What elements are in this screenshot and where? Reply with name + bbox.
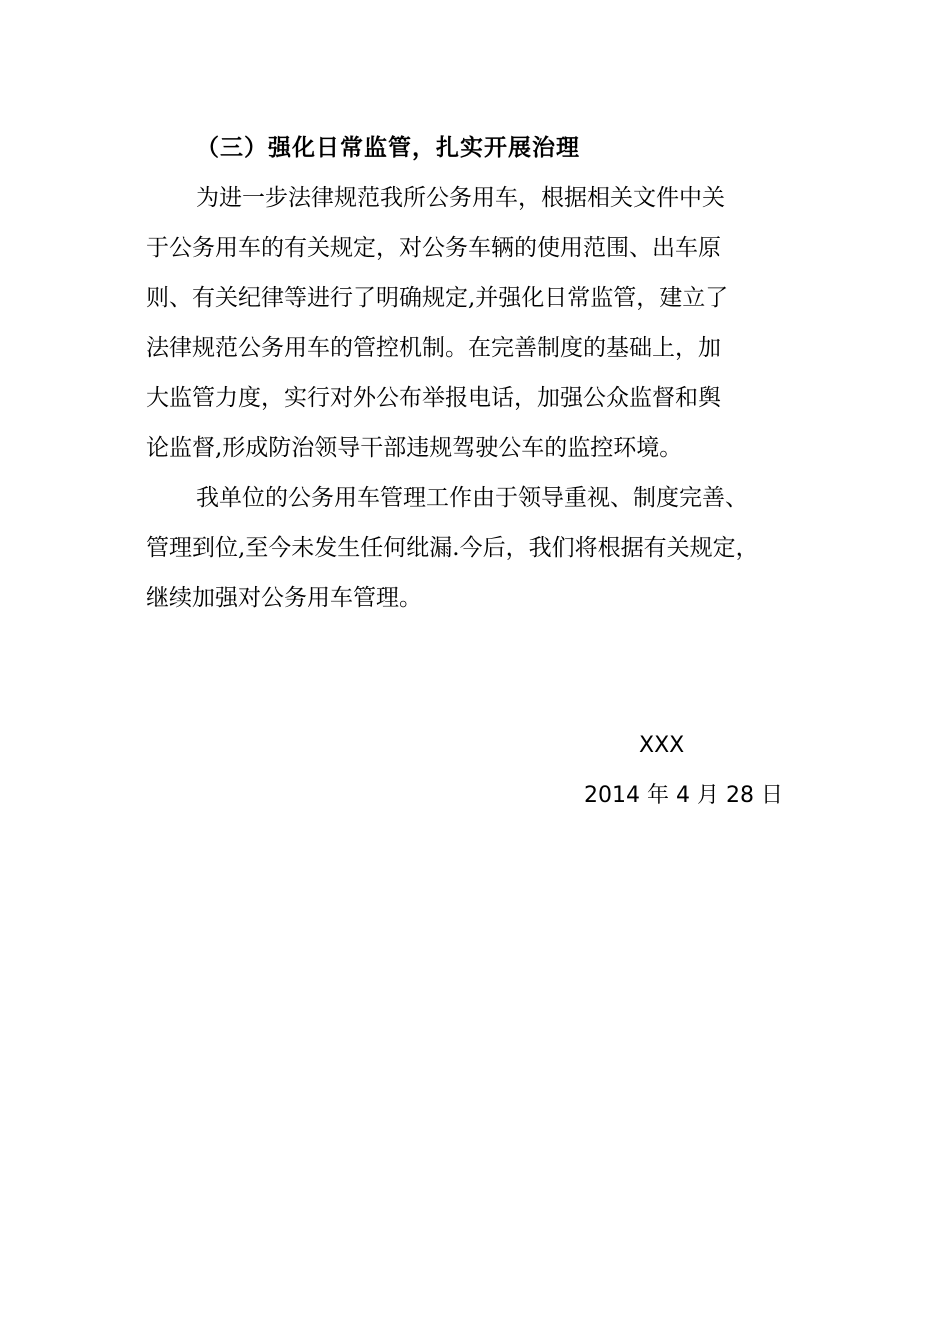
paragraph-1-line-2: 于公务用车的有关规定，对公务车辆的使用范围、出车原: [146, 235, 721, 261]
paragraph-1-line-1: 为进一步法律规范我所公务用车，根据相关文件中关: [196, 185, 725, 211]
paragraph-2-line-3: 继续加强对公务用车管理。: [146, 585, 422, 611]
paragraph-1-line-6: 论监督,形成防治领导干部违规驾驶公车的监控环境。: [146, 435, 683, 461]
paragraph-2-line-2: 管理到位,至今未发生任何纰漏.今后，我们将根据有关规定，: [146, 535, 759, 561]
paragraph-1-line-3: 则、有关纪律等进行了明确规定,并强化日常监管，建立了: [146, 285, 729, 311]
signature-date: 2014 年 4 月 28 日: [584, 783, 783, 808]
section-heading: （三）强化日常监管，扎实开展治理: [196, 135, 580, 161]
paragraph-2-line-1: 我单位的公务用车管理工作由于领导重视、制度完善、: [196, 485, 748, 511]
paragraph-1-line-4: 法律规范公务用车的管控机制。在完善制度的基础上，加: [146, 335, 721, 361]
paragraph-1-line-5: 大监管力度，实行对外公布举报电话，加强公众监督和舆: [146, 385, 721, 411]
signature-name: XXX: [639, 733, 685, 758]
